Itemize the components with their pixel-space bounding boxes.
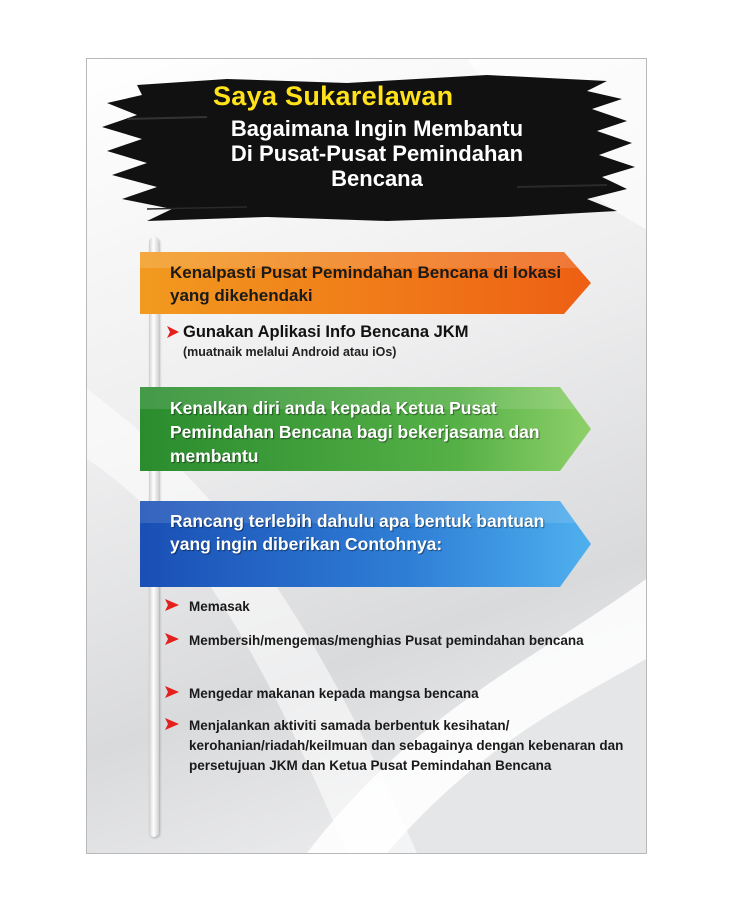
step-banner-3 bbox=[140, 501, 591, 587]
title-sub-line-3: Bencana bbox=[331, 166, 423, 191]
step-banner-2 bbox=[140, 387, 591, 471]
title-sub-line-1: Bagaimana Ingin Membantu bbox=[230, 116, 524, 141]
title-main: Saya Sukarelawan bbox=[213, 81, 454, 111]
list-item-text: Mengedar makanan kepada mangsa bencana bbox=[189, 686, 479, 701]
list-item-text: Membersih/mengemas/menghias Pusat pemindahan bencana bbox=[189, 633, 584, 648]
step-banner-1-text: Kenalpasti Pusat Pemindahan Bencana di lokasi yang dikehendaki bbox=[170, 263, 562, 305]
list-item-text: Menjalankan aktiviti samada berbentuk kesihatan/ kerohanian/riadah/keilmuan dan sebagainya dengan kebenaran dan persetujuan JKM dan Ketua Pusat Pemindahan Bencana bbox=[189, 718, 624, 773]
bullet-arrow-icon bbox=[165, 599, 179, 611]
title-sub-line-2: Di Pusat-Pusat Pemindahan bbox=[230, 141, 524, 166]
app-hint-main: Gunakan Aplikasi Info Bencana JKM bbox=[183, 323, 469, 341]
poster-title bbox=[147, 81, 607, 191]
bullet-arrow-icon bbox=[165, 633, 179, 645]
list-item-text: Memasak bbox=[189, 599, 250, 614]
bullet-arrow-icon bbox=[165, 718, 179, 730]
bullet-arrow-icon bbox=[167, 326, 179, 338]
step-banner-2-text: Kenalkan diri anda kepada Ketua Pusat Pemindahan Bencana bagi bekerjasama dan membantu bbox=[170, 398, 540, 466]
app-hint-sub: (muatnaik melalui Android atau iOs) bbox=[183, 345, 397, 359]
bullet-arrow-icon bbox=[165, 686, 179, 698]
poster bbox=[86, 58, 647, 854]
step-banner-1 bbox=[140, 252, 591, 314]
step-banner-3-text: Rancang terlebih dahulu apa bentuk bantuan yang ingin diberikan Contohnya: bbox=[170, 511, 545, 554]
